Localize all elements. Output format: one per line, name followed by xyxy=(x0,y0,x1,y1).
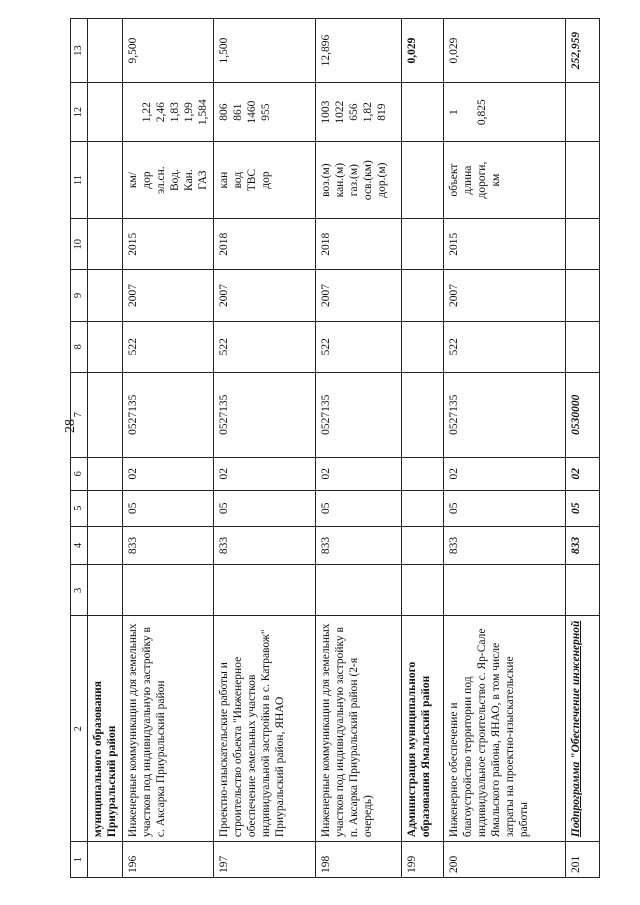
section-row-priuralsky xyxy=(88,19,123,878)
header-col-4: 4 xyxy=(71,526,88,564)
header-col-2: 2 xyxy=(71,616,88,842)
budget-table xyxy=(70,18,600,878)
row-name: Подпрограмма "Обеспечение инженерной xyxy=(566,616,600,842)
table-row-201: 201 Подпрограмма "Обеспечение инженерной 833 05 02 0530000 252,959 xyxy=(566,19,600,878)
header-col-8: 8 xyxy=(71,321,88,372)
header-col-7: 7 xyxy=(71,372,88,457)
row-number: 199 xyxy=(402,842,444,878)
header-col-1: 1 xyxy=(71,842,88,878)
row-number: 196 xyxy=(123,842,214,878)
table-row-198: 198 Инженерные коммуникации для земельных участков под индивидуальную застройку в п. Аксарка Приуральский район (2-я очередь) 833 05 02 0527135 522 2007 2018 воз.(м) кан.(м) газ.(м) осв.(км) дор.(м) 1003 1022 656 1,82 819 12,896 xyxy=(316,19,402,878)
amount-cell: 0,029 xyxy=(402,19,444,83)
header-col-9: 9 xyxy=(71,270,88,321)
header-col-11: 11 xyxy=(71,142,88,219)
header-col-3: 3 xyxy=(71,565,88,616)
row-number: 200 xyxy=(444,842,566,878)
rotated-table-canvas xyxy=(70,18,600,878)
row-name: Инженерное обеспечение и благоустройство территории под индивидуальное строительство с. Яр-Сале Ямальского района, ЯНАО, в том числе затраты на проектно-изыскательские работы xyxy=(444,616,566,842)
table-row-200: 200 Инженерное обеспечение и благоустройство территории под индивидуальное строительство с. Яр-Сале Ямальского района, ЯНАО, в том числе затраты на проектно-изыскательские работы 833 05 02 0527135 522 2007 2015 объект длина дороги, км 1 0,825 0,029 xyxy=(444,19,566,878)
units-cell: воз.(м) кан.(м) газ.(м) осв.(км) дор.(м) xyxy=(316,142,402,219)
amount-cell: 12,896 xyxy=(316,19,402,83)
row-number: 197 xyxy=(214,842,316,878)
header-col-13: 13 xyxy=(71,19,88,83)
row-name: Инженерные коммуникации для земельных участков под индивидуальную застройку в п. Аксарка Приуральский район (2-я очередь) xyxy=(316,616,402,842)
units-cell: кан вод ТВС дор xyxy=(214,142,316,219)
header-col-6: 6 xyxy=(71,457,88,490)
row-number: 201 xyxy=(566,842,600,878)
units-cell: км/ дор эл.сн. Вод. Кан. ГАЗ xyxy=(123,142,214,219)
page-number: 28 xyxy=(63,419,78,433)
row-name: Инженерные коммуникации для земельных участков под индивидуальную застройку в с. Аксарка Приуральский район xyxy=(123,616,214,842)
header-row xyxy=(71,19,88,878)
units-cell: объект длина дороги, км xyxy=(444,142,566,219)
amount-cell: 9,500 xyxy=(123,19,214,83)
amount-cell: 0,029 xyxy=(444,19,566,83)
quantity-cell: 1,22 2,46 1,83 1,99 1,584 xyxy=(123,83,214,142)
table-row-197: 197 Проектно-изыскательские работы и строительство объекта "Инженерное обеспечение земельных участков индивидуальной застройки в с. Катравож" Приуральский район, ЯНАО 833 05 02 0527135 522 2007 2018 кан вод ТВС дор 806 861 1460 955 1,500 xyxy=(214,19,316,878)
table-row-199 xyxy=(402,19,444,878)
header-col-5: 5 xyxy=(71,490,88,526)
table-row-196: 196 Инженерные коммуникации для земельных участков под индивидуальную застройку в с. Аксарка Приуральский район 833 05 02 0527135 522 2007 2015 км/ дор эл.сн. Вод. Кан. ГАЗ 1,22 2,46 1,83 1,99 1,584 9,500 xyxy=(123,19,214,878)
row-name: Проектно-изыскательские работы и строительство объекта "Инженерное обеспечение земельных участков индивидуальной застройки в с. Катравож" Приуральский район, ЯНАО xyxy=(214,616,316,842)
quantity-cell: 1003 1022 656 1,82 819 xyxy=(316,83,402,142)
header-col-12: 12 xyxy=(71,83,88,142)
section-title-priuralsky: муниципального образования Приуральский район xyxy=(88,616,123,842)
row-number: 198 xyxy=(316,842,402,878)
quantity-cell: 806 861 1460 955 xyxy=(214,83,316,142)
header-col-10: 10 xyxy=(71,219,88,270)
quantity-cell: 1 0,825 xyxy=(444,83,566,142)
rotated-table-wrapper xyxy=(70,18,600,878)
row-name: Администрация муниципального образования Ямальский район xyxy=(402,616,444,842)
amount-cell: 252,959 xyxy=(566,19,600,83)
amount-cell: 1,500 xyxy=(214,19,316,83)
